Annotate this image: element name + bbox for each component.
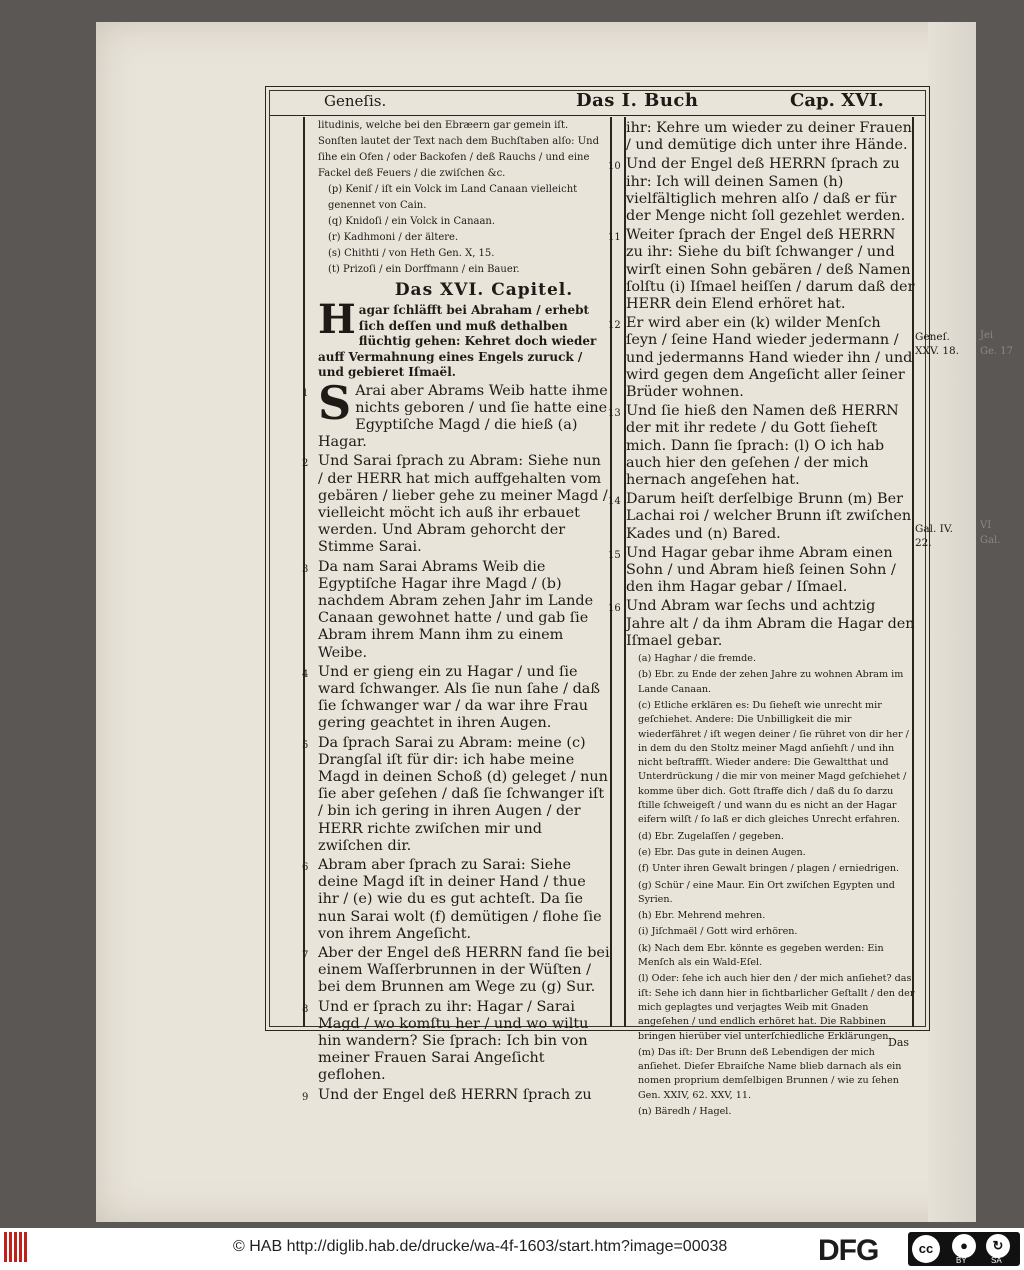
verse-text: Da nam Sarai Abrams Weib die Egyptiſche Hagar ihre Magd / (b) nachdem Abram zehen Jahr im Lande Canaan gewohnet hatte / und gab ſie Abram ihrem Mann ihm zu einem Weibe. [318,558,594,661]
verse [302,1086,610,1104]
adjacent-page-text: VI [980,520,992,531]
margin-reference: Geneſ. XXV. 18. [915,331,960,357]
verse [302,998,610,1085]
cc-icon: cc [912,1235,940,1263]
footnote: (c) Etliche erklären es: Du ſieheſt wie unrecht mir geſchiehet. Andere: Die Unbilligkeit die mir wiederfähret / iſt wegen deiner / ſie rühret von dir her / in dem du den Stoltz meiner Magd anſiehſt / und ihn nicht beſtraffſt. Wieder andere: Die Gewaltthat und Unterdrückung / die mir von meiner Magd geſchiehet / komme über dich. Gott ſtraffe dich / daß du ſo darzu ſtille ſchweigeſt / und wann du es nicht an der Hagar eifern wilſt / ſo laß er dich gleiches Unrecht erfahren. [638,699,909,826]
verse-text: Und er ſprach zu ihr: Hagar / Sarai Magd / wo komſtu her / und wo wiltu hin wandern? Sie ſprach: Ich bin von meiner Frauen Sarai Angeſicht geflohen. [318,998,589,1084]
verse-number: 6 [302,861,309,873]
footnote: (q) Knidoſi / ein Volck in Canaan. [328,216,496,227]
running-head-chapter: Cap. XVI. [790,90,884,111]
verse-number: 1 [302,387,309,399]
by-label: BY [956,1256,967,1265]
footnote: (r) Kadhmoni / der ältere. [328,232,459,243]
running-head-title: Das I. Buch [576,90,699,111]
verse-text: ihr: Kehre um wieder zu deiner Frauen / und demütige dich unter ihre Hände. [626,120,912,154]
verse [302,663,610,733]
verse-number: 13 [608,408,621,420]
footnote: (a) Haghar / die fremde. [638,653,757,665]
catchword: Das [888,1036,910,1049]
drop-cap: S [318,375,352,430]
verse [302,856,610,943]
verse-number: 9 [302,1091,309,1103]
verse [608,156,916,225]
sa-share-alike-icon: ↻ [986,1234,1010,1258]
verse-text: Aber der Engel deß HERRN fand ſie bei einem Waſſerbrunnen in der Wüſten / bei dem Brunnen am Wege zu (g) Sur. [318,945,610,996]
margin-reference: Gal. IV. 22. [915,523,953,549]
verse-text: Und er gieng ein zu Hagar / und ſie ward ſchwanger. Als ſie nun ſahe / daß ſie ſchwanger war / da war ihre Frau gering geachtet in ihren Augen. [318,663,601,732]
verse-text: Und der Engel deß HERRN ſprach zu ihr: Ich will deinen Samen (h) vielfältiglich mehren alſo / daß er für der Menge nicht ſoll gezehlet werden. [626,156,906,225]
verse [302,734,610,855]
adjacent-page-text: Jei [980,330,994,341]
footnote: (f) Unter ihren Gewalt bringen / plagen / erniedrigen. [638,863,900,875]
verse [608,491,916,543]
footnote: (p) Keniſ / iſt ein Volck im Land Canaan vielleicht genennet von Cain. [328,184,578,211]
dfg-logo[interactable]: DFG [818,1234,879,1267]
verse-number: 4 [302,668,309,680]
verse-text: Und Hagar gebar ihme Abram einen Sohn / und Abram hieß ſeinen Sohn / den ihm Hagar gebar / Iſmael. [626,544,896,596]
footnote: (t) Prizoſi / ein Dorffmann / ein Bauer. [328,264,520,275]
footnote: (e) Ebr. Das gute in deinen Augen. [638,846,806,858]
by-person-icon: ● [952,1234,976,1258]
verse-number: 16 [608,603,621,615]
footnote: (k) Nach dem Ebr. könnte es gegeben werden: Ein Menſch als ein Wald-Eſel. [638,942,884,969]
source-url[interactable]: © HAB http://diglib.hab.de/drucke/wa-4f-1603/start.htm?image=00038 [233,1238,728,1255]
verse-number: 2 [302,458,309,470]
verse [608,315,916,401]
verse-number: 14 [608,496,621,508]
verse-text: Weiter ſprach der Engel deß HERRN zu ihr: Siehe du biſt ſchwanger / und wirſt einen Sohn gebären / deß Namen ſolſtu (i) Iſmael heiſſen / darum daß der HERR dein Elend erhöret hat. [626,227,915,313]
footnote: (g) Schür / eine Maur. Ein Ort zwiſchen Egypten und Syrien. [638,879,895,905]
verse-number: 7 [302,950,309,961]
footnote: (m) Das iſt: Der Brunn deß Lebendigen der mich anſiehet. Dieſer Ebraiſche Name blieb darnach als ein nomen proprium demſelbigen Brunnen / wie zu ſehen Gen. XXIV, 62. XXV, 11. [638,1046,902,1101]
column-rule [610,117,612,1027]
top-footnotes [318,118,610,278]
verse [608,403,916,489]
footnotes [626,652,916,1119]
footnote: (i) Jiſchmaël / Gott wird erhören. [638,926,798,938]
footnote: (h) Ebr. Mehrend mehren. [638,910,766,922]
verse-text: Und Sarai ſprach zu Abram: Siehe nun / der HERR hat mich auffgehalten vom gebären / lieber gehe zu meiner Magd / vielleicht möcht ich auß ihr erbauet werden. Und Abram gehorcht der Stimme Sarai. [318,453,608,556]
right-column [608,118,916,1119]
left-column [302,118,610,1104]
verse-number: 10 [608,161,621,173]
verse [608,544,916,597]
footnote: litudinis, welche bei den Ebræern gar gemein iſt. Sonſten lautet der Text nach dem Buchſtaben alſo: Und ſihe ein Ofen / oder Backofen / deß Rauchs / und eine Fackel deß Feuers / die zwiſchen &c. [318,120,599,179]
verse-number: 3 [302,563,309,575]
sa-label: SA [991,1256,1002,1265]
verse [608,598,916,650]
verse-text: Und ſie hieß den Namen deß HERRN der mit ihr redete / du Gott ſieheſt mich. Dann ſie ſprach: (l) O ich hab auch hier den geſehen / der mich hernach angeſehen hat. [626,403,899,489]
verse-number: 8 [302,1003,309,1015]
footnote: (b) Ebr. zu Ende der zehen Jahre zu wohnen Abram im Lande Canaan. [638,669,904,695]
footnote: (d) Ebr. Zugelaſſen / gegeben. [638,830,784,842]
adjacent-page-text: Ge. 17 [980,346,1013,357]
footnote: (n) Bäredh / Hagel. [638,1106,732,1117]
verse-text: Darum heiſt derſelbige Brunn (m) Ber Lachai roi / welcher Brunn iſt zwiſchen Kades und (n) Bared. [626,491,912,542]
verse-text: Er wird aber ein (k) wilder Menſch ſeyn / ſeine Hand wieder jedermann / und jedermanns Hand wieder ihn / und wird gegen dem Angeſicht aller ſeiner Brüder wohnen. [626,315,913,401]
verse [302,453,610,556]
verse-text: Arai aber Abrams Weib hatte ihme nichts geboren / und ſie hatte eine Egyptiſche Magd / die hieß (a) Hagar. [318,382,608,451]
adjacent-page-text: Gal. [980,535,1001,546]
running-head-book: Geneſis. [324,92,387,110]
chapter-summary: Hagar ſchläfft bei Abraham / erhebt ſich deſſen und muß dethalben flüchtig gehen: Kehret doch wieder auff Vermahnung eines Engels zuruck / und gebieret Iſmaël. [318,296,597,379]
chapter-title: Das XVI. Capitel. [394,280,574,300]
verse [626,120,916,154]
verse-text: Und Abram war ſechs und achtzig Jahre alt / da ihm Abram die Hagar den Iſmael gebar. [626,598,915,649]
cc-license-badge[interactable] [908,1232,1020,1266]
footnote: (l) Oder: ſehe ich auch hier den / der mich anſiehet? das iſt: Sehe ich dann hier in ſichtbarlicher Geſtallt / den der mich geplagtes und verjagtes Weib mit Gnaden angeſehen / und endlich erhöret hat. Die Rabbinen bringen hierüber viel unterſchiedliche Erklärungen. [638,973,915,1042]
footnote: (s) Chithti / von Heth Gen. X, 15. [328,248,495,259]
verse [302,945,610,997]
page-edge [928,22,976,1222]
verse [302,375,610,452]
running-head [270,90,925,116]
hab-logo-icon[interactable] [4,1232,34,1266]
verse-number: 12 [608,320,621,332]
verse-text: Abram aber ſprach zu Sarai: Siehe deine Magd iſt in deiner Hand / thue ihr / (e) wie du es gut achteſt. Da ſie nun Sarai wolt (f) demütigen / flohe ſie von ihrem Angeſicht. [318,856,602,942]
verse [302,558,610,662]
viewer-footer [0,1228,1024,1270]
verse [608,227,916,313]
verse-number: 15 [608,549,621,561]
verse-number: 11 [608,232,621,244]
verse-text: Da ſprach Sarai zu Abram: meine (c) Drangſal iſt für dir: ich habe meine Magd in deinen Schoß (d) geleget / nun ſie aber geſehen / daß ſie ſchwanger iſt / bin ich gering in ihren Augen / der HERR richte zwiſchen mir und zwiſchen dir. [318,734,608,854]
verse-text: Und der Engel deß HERRN ſprach zu [318,1086,592,1103]
verse-number: 5 [302,739,309,751]
